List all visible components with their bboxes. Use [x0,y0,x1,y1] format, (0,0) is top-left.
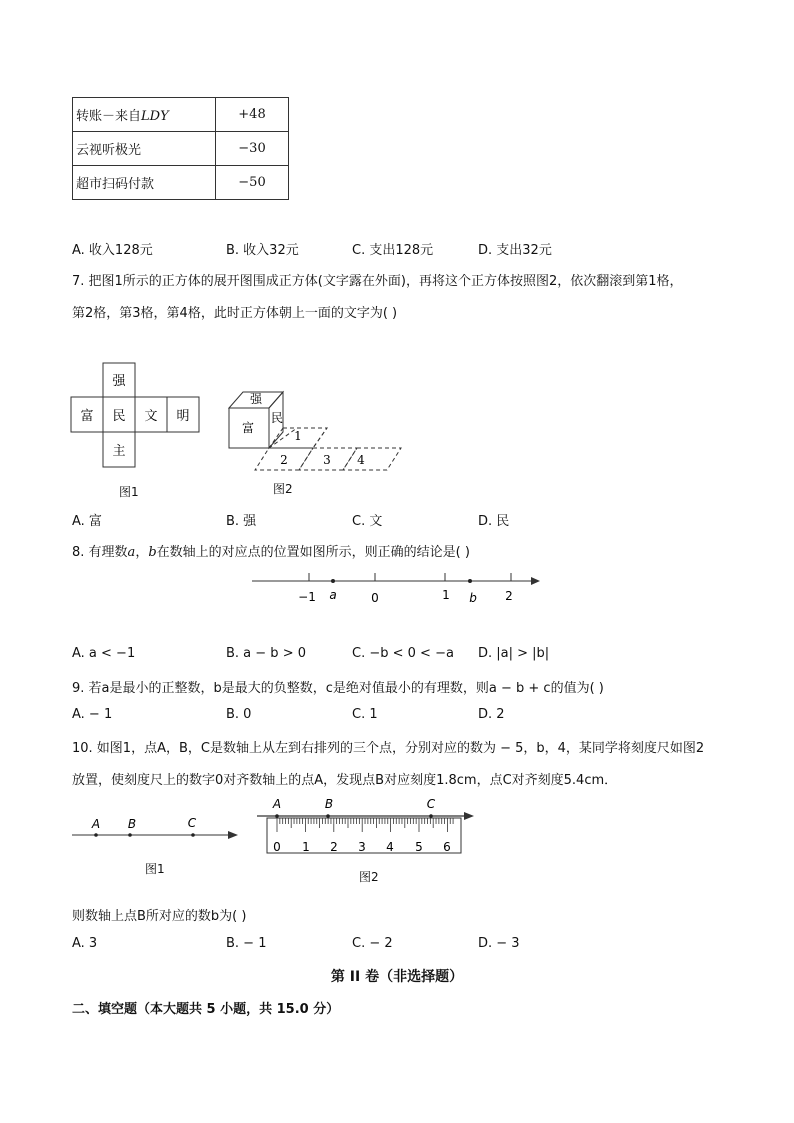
cell-label-2: 2 [280,453,288,467]
q9-option-c: C. 1 [352,707,378,722]
q8-number-line [250,568,545,608]
q7-fig1-caption: 图1 [119,485,139,499]
net-face-center: 民 [112,409,126,424]
table-cell-amount: −50 [216,166,289,200]
net-face-right2: 明 [176,409,190,424]
table-row [73,132,289,166]
tick-label-0: 0 [371,591,379,605]
q9-option-a: A. − 1 [72,707,113,722]
q10-option-b: B. − 1 [226,936,267,951]
q9-text: 9. 若a是最小的正整数，b是最大的负整数，c是绝对值最小的有理数，则a − b + c的值为( ) [72,681,604,696]
q7-fig2-caption: 图2 [273,482,293,496]
net-face-bottom: 主 [112,444,126,459]
cell-label-4: 4 [357,453,365,467]
q10-option-d: D. − 3 [478,936,520,951]
table-cell-desc: 超市扫码付款 [73,166,216,200]
q8-option-a: A. a < −1 [72,646,136,661]
table-row [73,98,289,132]
table-cell-amount: −30 [216,132,289,166]
q6-option-a: A. 收入128元 [72,243,153,258]
q8-option-c: C. −b < 0 < −a [352,646,454,661]
q7-text-line2: 第2格，第3格，第4格，此时正方体朝上一面的文字为( ) [72,306,398,321]
ruler-label-2: 2 [330,840,338,854]
label-b: b [469,591,477,605]
table-cell-desc: 云视听极光 [73,132,216,166]
table-cell-amount: +48 [216,98,289,132]
cube-net-figure [70,362,205,472]
cube-face-side: 民 [270,411,284,425]
fig2-label-c: C [426,797,436,811]
fig1-label-b: B [127,817,137,831]
ruler-label-3: 3 [358,840,366,854]
fig2-label-a: A [272,797,282,811]
q8-option-b: B. a − b > 0 [226,646,306,661]
label-a: a [329,588,337,602]
q10-fig1-caption: 图1 [145,862,165,876]
q10-fig1-number-line [70,815,245,845]
rolling-cube-figure [225,378,425,473]
q7-option-d: D. 民 [478,514,510,529]
q7-option-a: A. 富 [72,514,102,529]
q10-option-c: C. − 2 [352,936,393,951]
q9-option-b: B. 0 [226,707,252,722]
transaction-table [72,97,289,200]
ruler-label-1: 1 [302,840,310,854]
section2-heading: 二、填空题（本大题共 5 小题，共 15.0 分） [72,1002,340,1017]
ruler-label-0: 0 [273,840,281,854]
cell-label-3: 3 [323,453,331,467]
tick-label-neg1: −1 [298,590,316,604]
q7-option-b: B. 强 [226,514,257,529]
fig2-label-b: B [324,797,334,811]
q7-option-c: C. 文 [352,514,383,529]
fig1-label-c: C [187,816,197,830]
net-face-left: 富 [80,409,94,424]
q8-option-d: D. |a| > |b| [478,646,550,661]
tick-label-2: 2 [505,589,513,603]
ruler-label-6: 6 [443,840,451,854]
cell-label-1: 1 [294,429,302,443]
q6-option-d: D. 支出32元 [478,243,552,258]
table-cell-desc: 转账－来自LDY [73,98,216,132]
q6-option-b: B. 收入32元 [226,243,299,258]
q10-option-a: A. 3 [72,936,98,951]
q7-text-line1: 7. 把图1所示的正方体的展开图围成正方体(文字露在外面)，再将这个正方体按照图2，依次翻滚到第1格， [72,274,683,289]
q10-text-line3: 则数轴上点B所对应的数b为( ) [72,909,247,924]
table-row [73,166,289,200]
cube-face-top: 强 [249,392,263,406]
ruler-label-4: 4 [386,840,394,854]
part2-title: 第 II 卷（非选择题） [330,969,464,985]
q10-fig2-caption: 图2 [359,870,379,884]
fig1-label-a: A [91,817,101,831]
ruler-label-5: 5 [415,840,423,854]
q6-option-c: C. 支出128元 [352,243,434,258]
net-face-top: 强 [112,374,126,389]
q10-text-line1: 10. 如图1，点A，B，C是数轴上从左到右排列的三个点，分别对应的数为 − 5，b，4，某同学将刻度尺如图2 [72,741,705,756]
q10-text-line2: 放置，使刻度尺上的数字0对齐数轴上的点A，发现点B对应刻度1.8cm，点C对齐刻度5.4cm． [72,773,618,788]
q9-option-d: D. 2 [478,707,505,722]
point-b [468,579,472,583]
point-a [331,579,335,583]
cube-face-front: 富 [241,421,255,435]
net-face-right1: 文 [144,409,158,424]
tick-label-1: 1 [442,588,450,602]
q10-fig2-ruler [255,795,480,857]
q8-text: 8. 有理数a，b在数轴上的对应点的位置如图所示，则正确的结论是( ) [72,545,470,560]
